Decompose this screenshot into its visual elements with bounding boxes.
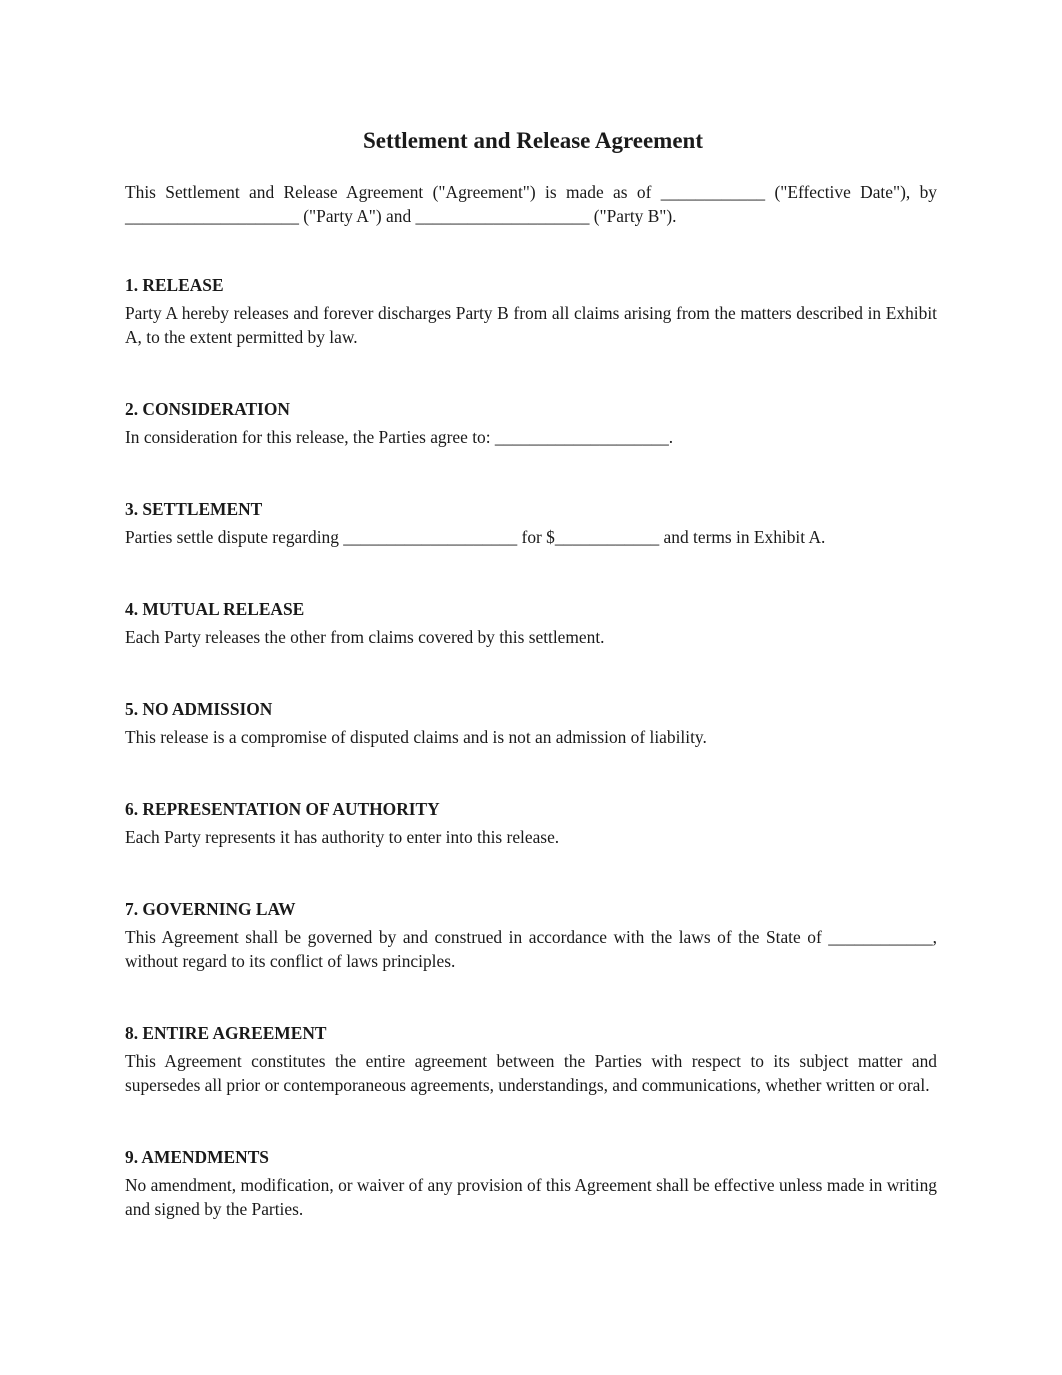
document-page (125, 124, 937, 1221)
section-heading: 3. SETTLEMENT (125, 499, 263, 519)
section-heading: 2. CONSIDERATION (125, 399, 290, 419)
document-title: Settlement and Release Agreement (362, 128, 703, 153)
section-body: Parties settle dispute regarding ____________________ for $____________ and terms in Exhibit A. (125, 527, 826, 547)
section-consideration (125, 397, 937, 449)
section-settlement (125, 497, 937, 549)
section-amendments (125, 1145, 937, 1221)
section-heading: 5. NO ADMISSION (125, 699, 273, 719)
section-governing-law (125, 897, 937, 973)
section-heading: 1. RELEASE (125, 275, 224, 295)
section-body: No amendment, modification, or waiver of any provision of this Agreement shall be effective unless made in writing and signed by the Parties. (125, 1175, 937, 1219)
section-heading: 4. MUTUAL RELEASE (125, 599, 305, 619)
section-body: In consideration for this release, the Parties agree to: ____________________. (125, 427, 674, 447)
section-entire-agreement (125, 1021, 937, 1097)
section-heading: 9. AMENDMENTS (125, 1147, 269, 1167)
section-body: This Agreement constitutes the entire agreement between the Parties with respect to its subject matter and supersedes all prior or contemporaneous agreements, understandings, and communications, whether written or oral. (125, 1051, 937, 1095)
section-body: This release is a compromise of disputed claims and is not an admission of liability. (125, 727, 707, 747)
section-heading: 7. GOVERNING LAW (125, 899, 296, 919)
section-no-admission (125, 697, 937, 749)
section-representation-of-authority (125, 797, 937, 849)
section-body: This Agreement shall be governed by and construed in accordance with the laws of the State of ____________, without regard to its conflict of laws principles. (125, 927, 937, 971)
section-mutual-release (125, 597, 937, 649)
intro-paragraph: This Settlement and Release Agreement ("Agreement") is made as of ____________ ("Effective Date"), by ____________________ ("Party A") and ____________________ ("Party B"). (125, 182, 937, 226)
section-body: Each Party releases the other from claims covered by this settlement. (125, 627, 605, 647)
section-body: Party A hereby releases and forever discharges Party B from all claims arising from the matters described in Exhibit A, to the extent permitted by law. (125, 303, 937, 347)
section-heading: 6. REPRESENTATION OF AUTHORITY (125, 799, 440, 819)
section-release (125, 273, 937, 349)
section-body: Each Party represents it has authority to enter into this release. (125, 827, 560, 847)
section-heading: 8. ENTIRE AGREEMENT (125, 1023, 327, 1043)
